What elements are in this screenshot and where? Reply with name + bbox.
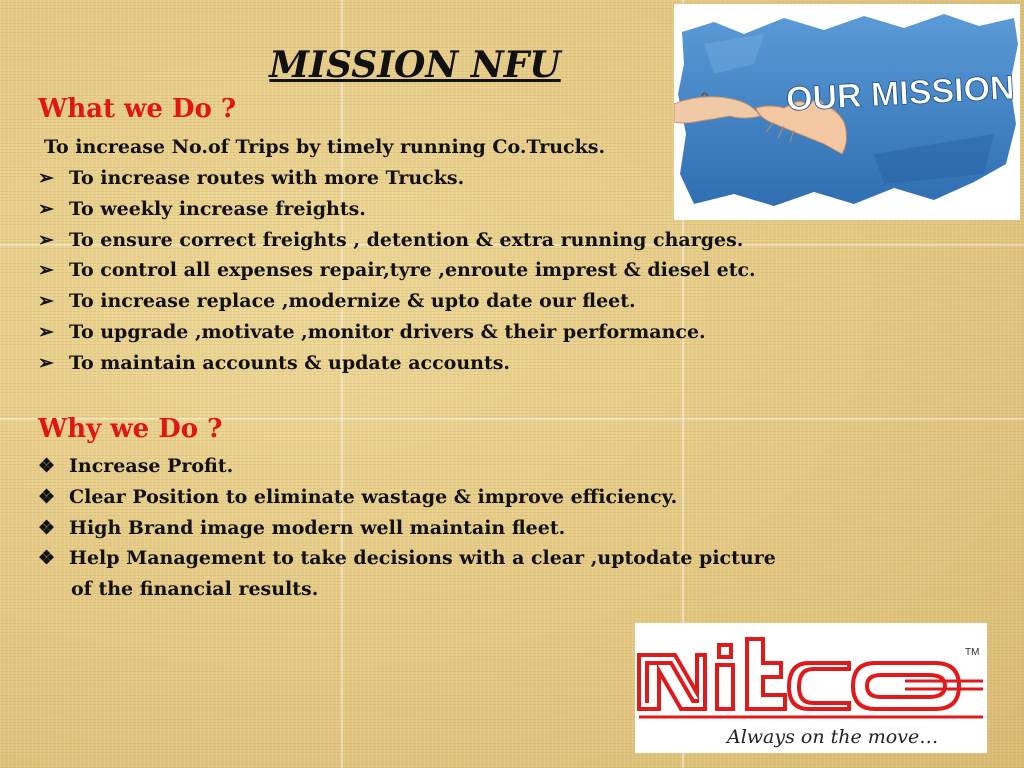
list-item: ❖ Clear Position to eliminate wastage & improve efficiency.	[38, 482, 776, 513]
arrow-bullet-icon: ➢	[38, 197, 54, 220]
list-item: ➢ To increase routes with more Trucks.	[38, 163, 756, 194]
arrow-bullet-icon: ➢	[38, 259, 54, 282]
list-item: ➢ To weekly increase freights.	[38, 194, 756, 225]
list-item: ➢ To upgrade ,motivate ,monitor drivers & their performance.	[38, 317, 756, 348]
why-we-do-list	[38, 451, 776, 605]
our-mission-illustration	[674, 4, 1020, 220]
page-title: MISSION NFU	[269, 44, 561, 86]
list-item: ➢ To maintain accounts & update accounts.	[38, 348, 756, 379]
diamond-bullet-icon: ❖	[38, 455, 56, 477]
list-item: ❖ Increase Profit.	[38, 451, 776, 482]
what-intro-text: To increase No.of Trips by timely running Co.Trucks.	[44, 136, 606, 158]
arrow-bullet-icon: ➢	[38, 290, 54, 313]
list-item: ❖ Help Management to take decisions with a clear ,uptodate picture	[38, 543, 776, 574]
what-we-do-list	[38, 163, 756, 379]
diamond-bullet-icon: ❖	[38, 516, 56, 539]
trademark-text: TM	[965, 647, 980, 658]
list-item: ➢ To control all expenses repair,tyre ,enroute imprest & diesel etc.	[38, 255, 756, 286]
what-we-do-heading: What we Do ?	[38, 94, 237, 124]
diamond-bullet-icon: ❖	[38, 547, 56, 570]
logo-tagline: Always on the move…	[727, 726, 939, 748]
diamond-bullet-icon: ❖	[38, 485, 56, 508]
arrow-bullet-icon: ➢	[38, 167, 54, 189]
why-we-do-heading: Why we Do ?	[38, 414, 223, 444]
nitco-logo	[635, 623, 987, 753]
list-item-continuation: of the financial results.	[71, 578, 319, 601]
arrow-bullet-icon: ➢	[38, 228, 54, 251]
arrow-bullet-icon: ➢	[38, 320, 54, 343]
list-item: ➢ To increase replace ,modernize & upto date our fleet.	[38, 286, 756, 317]
our-mission-image	[674, 4, 1020, 220]
list-item: ❖ High Brand image modern well maintain fleet.	[38, 513, 776, 544]
mission-banner-text: OUR MISSION	[785, 68, 1016, 119]
nitco-logo-graphic	[635, 623, 987, 753]
arrow-bullet-icon: ➢	[38, 351, 54, 374]
list-item: ➢ To ensure correct freights , detention & extra running charges.	[38, 225, 756, 256]
